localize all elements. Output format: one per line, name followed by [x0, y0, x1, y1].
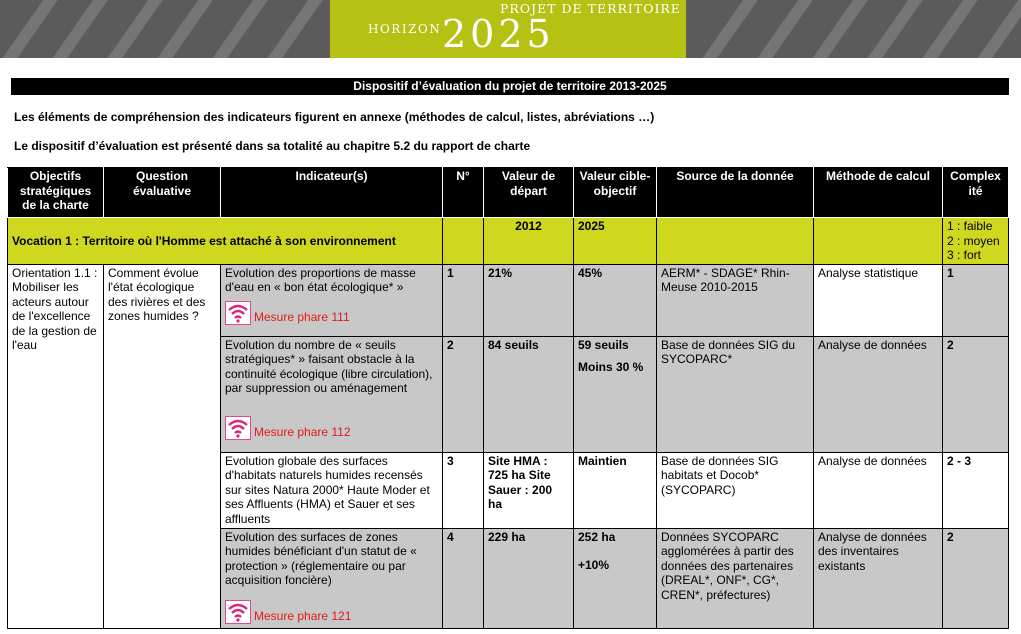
n-cell: 3 — [443, 452, 484, 528]
source-cell: Base de données SIG du SYCOPARC* — [657, 336, 814, 452]
methode-cell: Analyse statistique — [814, 264, 943, 336]
mesure-phare-link[interactable] — [225, 301, 438, 325]
header-cible: Valeur cible-objectif — [574, 168, 657, 218]
banner-stripe — [690, 0, 763, 58]
banner-stripe — [855, 0, 928, 58]
vocation-row — [8, 218, 1009, 265]
intro-line-chapitre: Le dispositif d’évaluation est présenté dans sa totalité au chapitre 5.2 du rapport de charte — [14, 139, 531, 153]
banner-horizon-text: HORIZON — [368, 22, 442, 36]
wifi-icon — [225, 416, 251, 440]
complexity-legend-item: 1 : faible — [947, 219, 993, 233]
indicateur-cell — [221, 264, 443, 336]
evaluation-table — [7, 167, 1009, 629]
cible-value-secondary: +10% — [578, 558, 610, 572]
banner-stripe — [800, 0, 873, 58]
vocation-empty-cell — [443, 218, 484, 265]
methode-cell: Analyse de données des inventaires existants — [814, 528, 943, 628]
n-cell: 2 — [443, 336, 484, 452]
banner-stripe — [255, 0, 328, 58]
complexity-legend — [943, 218, 1009, 265]
table-header-row — [8, 168, 1009, 218]
mesure-label: Mesure phare 111 — [254, 310, 350, 324]
indicateur-text: Evolution des surfaces de zones humides bénéficiant d'un statut de « protection » (réglementaire ou par acquisition foncière) — [225, 529, 417, 587]
cible-value-secondary: Moins 30 % — [578, 360, 644, 374]
cible-cell — [574, 336, 657, 452]
document-title: Dispositif d’évaluation du projet de territoire 2013-2025 — [11, 78, 1009, 95]
header-depart: Valeur de départ — [484, 168, 574, 218]
header-complexite: Complex ité — [943, 168, 1009, 218]
header-n: N° — [443, 168, 484, 218]
vocation-empty-cell — [657, 218, 814, 265]
header-question: Question évaluative — [104, 168, 221, 218]
depart-cell: 229 ha — [484, 528, 574, 628]
header-source: Source de la donnée — [657, 168, 814, 218]
banner-projet-text: PROJET DE TERRITOIRE — [500, 1, 681, 16]
cible-cell: 45% — [574, 264, 657, 336]
source-cell: AERM* - SDAGE* Rhin-Meuse 2010-2015 — [657, 264, 814, 336]
banner-stripe — [95, 0, 168, 58]
n-cell: 1 — [443, 264, 484, 336]
methode-cell: Analyse de données — [814, 336, 943, 452]
mesure-phare-link[interactable] — [225, 600, 438, 624]
banner-stripe — [0, 0, 62, 58]
cible-value: 252 ha — [578, 529, 616, 544]
banner-stripe — [200, 0, 273, 58]
indicateur-cell — [221, 336, 443, 452]
vocation-label: Vocation 1 : Territoire où l'Homme est attaché à son environnement — [8, 218, 443, 265]
complexite-cell: 2 - 3 — [943, 452, 1009, 528]
indicateur-cell: Evolution globale des surfaces d'habitats naturels humides recensés sur sites Natura 2000* Haute Moder et ses Affluents (HMA) et Sauer et ses affluents — [221, 452, 443, 528]
wifi-icon — [225, 600, 251, 624]
vocation-year-cible: 2025 — [574, 218, 657, 265]
indicateur-text: Evolution du nombre de « seuils stratégiques* » faisant obstacle à la continuité écologique (libre circulation), par suppression ou aménagement — [225, 337, 433, 395]
banner-stripe — [965, 0, 1021, 58]
banner-stripe — [745, 0, 818, 58]
source-cell: Base de données SIG habitats et Docob* (SYCOPARC) — [657, 452, 814, 528]
depart-cell: 21% — [484, 264, 574, 336]
banner-year: 2025 — [442, 12, 555, 56]
orientation-cell: Orientation 1.1 : Mobiliser les acteurs autour de l'excellence de la gestion de l'eau — [8, 264, 104, 628]
cible-cell: Maintien — [574, 452, 657, 528]
header-indicateur: Indicateur(s) — [221, 168, 443, 218]
question-cell: Comment évolue l'état écologique des rivières et des zones humides ? — [104, 264, 221, 628]
vocation-year-depart: 2012 — [484, 218, 574, 265]
depart-cell: 84 seuils — [484, 336, 574, 452]
complexity-legend-item: 3 : fort — [947, 248, 982, 262]
mesure-phare-link[interactable] — [225, 416, 438, 440]
cible-value: 59 seuils — [578, 337, 629, 352]
header-methode: Méthode de calcul — [814, 168, 943, 218]
vocation-empty-cell — [814, 218, 943, 265]
cible-cell — [574, 528, 657, 628]
methode-cell: Analyse de données — [814, 452, 943, 528]
complexite-cell: 2 — [943, 528, 1009, 628]
complexite-cell: 2 — [943, 336, 1009, 452]
indicateur-cell — [221, 528, 443, 628]
indicateur-text: Evolution des proportions de masse d'eau en « bon état écologique* » — [225, 265, 416, 294]
complexite-cell: 1 — [943, 264, 1009, 336]
n-cell: 4 — [443, 528, 484, 628]
intro-line-annexe: Les éléments de compréhension des indicateurs figurent en annexe (méthodes de calcul, listes, abréviations …) — [14, 110, 655, 124]
source-cell: Données SYCOPARC agglomérées à partir des données des partenaires (DREAL*, ONF*, CG*, CREN*, préfectures) — [657, 528, 814, 628]
mesure-label: Mesure phare 112 — [254, 425, 351, 439]
table-row — [8, 264, 1009, 336]
mesure-label: Mesure phare 121 — [254, 609, 352, 623]
wifi-icon — [225, 301, 251, 325]
complexity-legend-item: 2 : moyen — [947, 233, 1000, 248]
header-objectifs: Objectifs stratégiques de la charte — [8, 168, 104, 218]
header-banner — [0, 0, 1021, 58]
banner-stripe — [910, 0, 983, 58]
depart-cell: Site HMA : 725 ha Site Sauer : 200 ha — [484, 452, 574, 528]
